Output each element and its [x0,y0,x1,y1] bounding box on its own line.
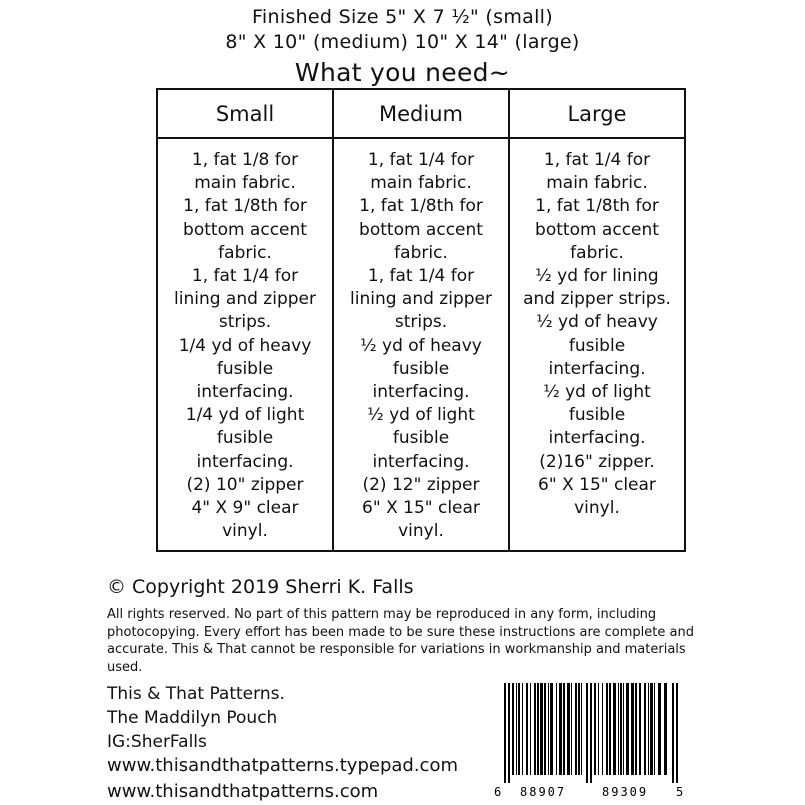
material-line: 1, fat 1/8th for [535,196,659,217]
copyright-line: © Copyright 2019 Sherri K. Falls [107,576,414,598]
barcode-bar [598,683,599,775]
publisher-name: This & That Patterns. [107,684,285,704]
materials-table [156,88,686,552]
barcode-bar [530,683,531,775]
finished-size-line-1: Finished Size 5" X 7 ½" (small) [252,6,553,28]
material-line: 1, fat 1/8th for [359,196,483,217]
column-body-large [510,139,684,520]
barcode-bar [620,683,622,775]
material-line: main fabric. [194,173,296,194]
column-body-small [158,139,332,543]
material-line: ½ yd of light [543,382,651,403]
column-heading-small: Small [158,90,332,139]
material-line: bottom accent [359,219,483,240]
material-line: interfacing. [196,451,294,472]
barcode-guard-bar [508,683,510,783]
barcode-bar [594,683,596,775]
barcode-guard-bar [672,683,674,783]
material-line: strips. [218,312,272,333]
barcode-bar [639,683,641,775]
barcode-bar [571,683,572,775]
barcode-bar [550,683,553,775]
barcode-digit-group: 88907 [520,785,567,799]
barcode-guard-bar [504,683,506,783]
instagram-handle: IG:SherFalls [107,732,207,752]
material-line: (2) 10" zipper [186,474,304,495]
barcode-bar [516,683,517,775]
barcode-guard-bar [676,683,678,783]
material-line: strips. [394,312,448,333]
barcode-bar [540,683,543,775]
material-line: ½ yd of light [367,405,475,426]
barcode-bar [654,683,655,775]
barcode-bar [575,683,577,775]
material-line: ½ yd of heavy [360,335,482,356]
column-heading-medium: Medium [334,90,508,139]
barcode-bar [522,683,523,775]
material-line: interfacing. [372,451,470,472]
material-line: 1, fat 1/8th for [183,196,307,217]
barcode-bar [623,683,624,775]
material-line: fabric. [570,242,624,263]
barcode-guard-bar [586,683,588,783]
column-small [158,90,334,550]
barcode-bar [512,683,514,775]
material-line: vinyl. [222,521,268,542]
material-line: 1, fat 1/4 for [543,150,651,170]
barcode-bar [567,683,570,775]
material-line: fusible [216,428,274,449]
material-line: interfacing. [196,382,294,403]
barcode-bar [578,683,580,775]
barcode [490,683,690,783]
barcode-bar [606,683,608,775]
material-line: and zipper strips. [523,289,671,310]
material-line: 1, fat 1/4 for [191,266,299,287]
barcode-bar [548,683,549,775]
barcode-bar [648,683,649,775]
material-line: ½ yd of heavy [536,312,658,333]
website-main: www.thisandthatpatterns.com [107,781,379,802]
material-line: (2)16" zipper. [539,451,655,472]
barcode-bar [635,683,637,775]
column-body-medium [334,139,508,543]
material-line: fusible [568,405,626,426]
barcode-bar [518,683,520,775]
what-you-need-heading: What you need~ [294,58,511,87]
barcode-bar [556,683,557,775]
material-line: ½ yd for lining [535,266,659,287]
material-line: 1, fat 1/8 for [191,150,299,170]
material-line: vinyl. [574,498,620,519]
material-line: bottom accent [183,219,307,240]
barcode-bar [613,683,616,775]
material-line: bottom accent [535,219,659,240]
barcode-bar [537,683,539,775]
material-line: interfacing. [372,382,470,403]
barcode-bar [618,683,619,775]
barcode-bar [609,683,611,775]
column-heading-large: Large [510,90,684,139]
material-line: fusible [392,358,450,379]
material-line: 4" X 9" clear [191,498,299,519]
barcode-bar [626,683,629,775]
barcode-bar [631,683,634,775]
barcode-bar [602,683,603,775]
material-line: 1, fat 1/4 for [367,150,475,170]
column-medium [334,90,510,550]
column-large [510,90,684,550]
rights-statement: All rights reserved. No part of this pattern may be reproduced in any form, including photocopying. Every effort has been made to be sure these instructions are complete and accurate. This & That cannot be responsible for variations in workmanship and materials used. [107,607,694,675]
material-line: main fabric. [370,173,472,194]
material-line: fusible [392,428,450,449]
material-line: 1/4 yd of light [185,405,305,426]
barcode-digit-group: 89309 [602,785,649,799]
website-typepad: www.thisandthatpatterns.typepad.com [107,755,458,776]
material-line: fusible [216,358,274,379]
barcode-bar [534,683,536,775]
barcode-digits [490,783,690,799]
barcode-digit-group: 6 [494,785,502,799]
material-line: 6" X 15" clear [538,474,656,495]
material-line: fabric. [394,242,448,263]
barcode-bar [544,683,546,775]
finished-size-line-2: 8" X 10" (medium) 10" X 14" (large) [225,31,580,53]
barcode-bar [644,683,646,775]
barcode-bar [581,683,582,775]
barcode-digit-group: 5 [676,785,684,799]
material-line: fabric. [218,242,272,263]
material-line: interfacing. [548,428,646,449]
barcode-bar [563,683,565,775]
material-line: 1/4 yd of heavy [178,335,312,356]
barcode-bar [650,683,653,775]
barcode-bar [526,683,528,775]
material-line: lining and zipper [174,289,316,310]
material-line: interfacing. [548,358,646,379]
barcode-bar [559,683,562,775]
barcode-bar [664,683,667,775]
material-line: 1, fat 1/4 for [367,266,475,287]
barcode-bar [658,683,661,775]
material-line: vinyl. [398,521,444,542]
barcode-guard-bar [590,683,592,783]
material-line: (2) 12" zipper [362,474,480,495]
material-line: lining and zipper [350,289,492,310]
material-line: 6" X 15" clear [362,498,480,519]
pattern-name: The Maddilyn Pouch [107,708,278,728]
material-line: main fabric. [546,173,648,194]
material-line: fusible [568,335,626,356]
